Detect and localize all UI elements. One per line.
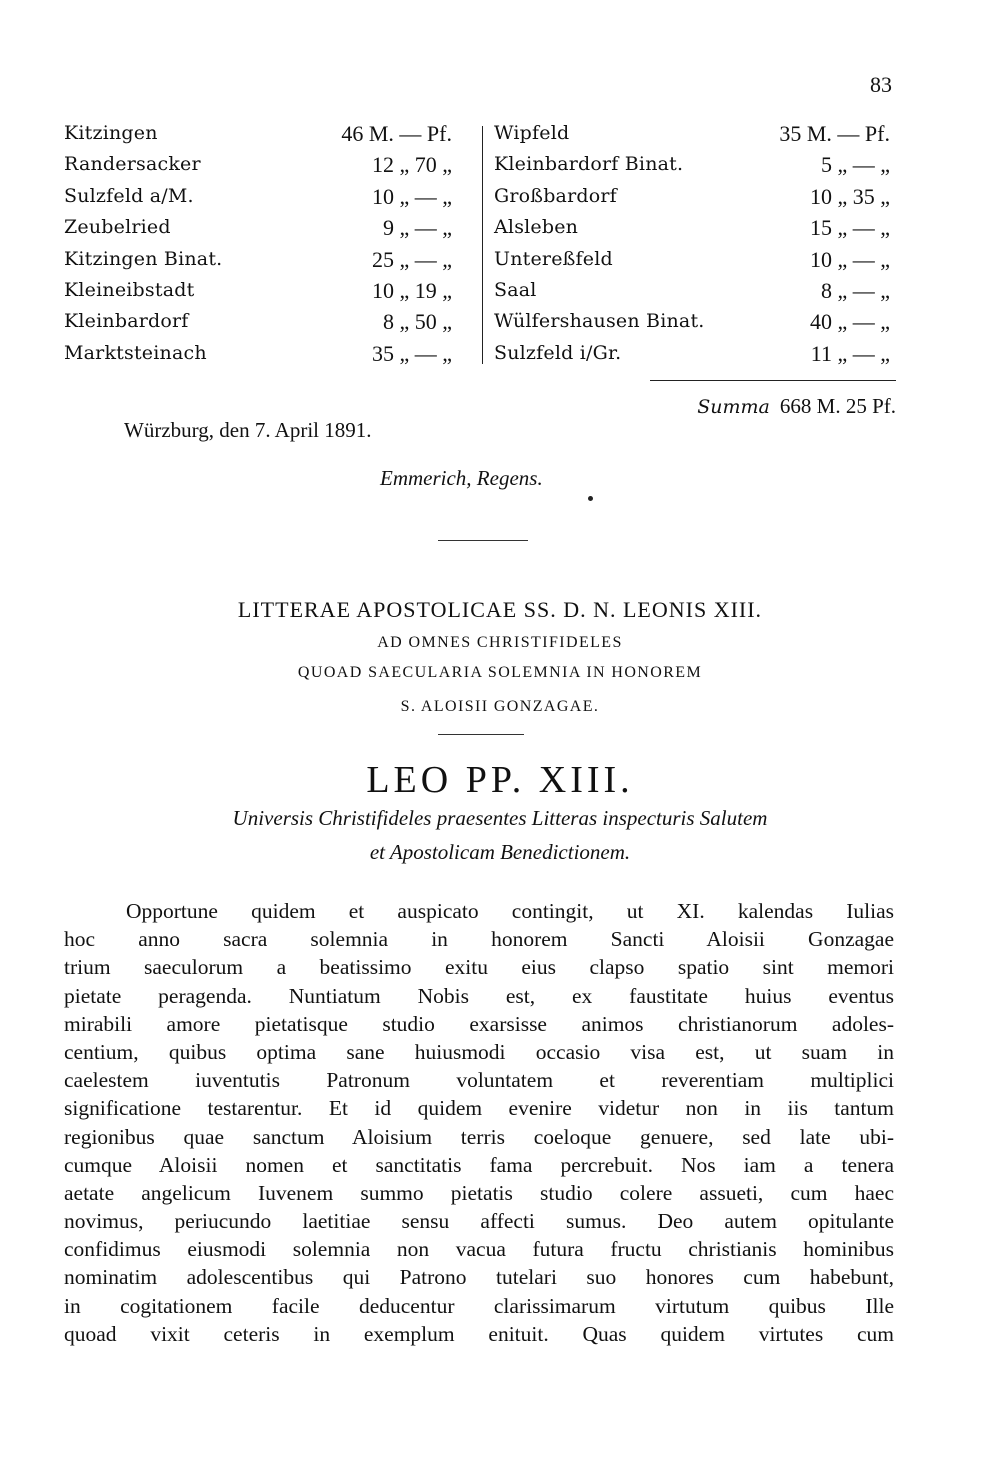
body-line: nominatim adolescentibus qui Patrono tutelari suo honores cum habebunt, xyxy=(64,1265,894,1290)
body-line: hoc anno sacra solemnia in honorem Sancti Aloisii Gonzagae xyxy=(64,927,894,952)
ledger-row xyxy=(494,275,896,306)
ledger-place: Zeubelried xyxy=(64,216,171,239)
summa-rule xyxy=(650,380,896,381)
page-number: 83 xyxy=(870,72,892,97)
body-line: caelestem iuventutis Patronum voluntatem et reverentiam multiplici xyxy=(64,1068,894,1093)
ledger-place: Großbardorf xyxy=(494,184,617,207)
date-line: Würzburg, den 7. April 1891. xyxy=(124,418,372,442)
ledger-row xyxy=(494,244,896,275)
body-line: centium, quibus optima sane huiusmodi occasio visa est, ut suam in xyxy=(64,1039,894,1064)
ledger-amount: 40 „ — „ xyxy=(809,309,890,335)
ledger-row xyxy=(64,181,462,212)
ledger-amount: 9 „ — „ xyxy=(382,215,452,241)
printer-dot xyxy=(588,496,593,501)
ledger-row xyxy=(494,118,896,149)
ledger-place: Alsleben xyxy=(494,216,579,239)
ledger-amount: 35 M. — Pf. xyxy=(779,121,890,146)
ledger-place: Sulzfeld i/Gr. xyxy=(494,341,622,364)
ledger-amount: 10 „ 35 „ xyxy=(809,183,890,209)
body-line: Opportune quidem et auspicato contingit, ut XI. kalendas Iulias xyxy=(126,899,894,923)
ledger-place: Wülfershausen Binat. xyxy=(494,310,705,333)
ledger-row xyxy=(64,306,462,337)
summa-label: Summa xyxy=(697,396,770,418)
ledger-row xyxy=(64,338,462,369)
letter-title: LITTERAE APOSTOLICAE SS. D. N. LEONIS XIII. xyxy=(237,597,763,622)
body-line: aetate angelicum Iuvenem summo pietatis studio colere assueti, cum haec xyxy=(64,1180,894,1205)
ledger-row xyxy=(64,118,462,149)
ledger-place: Marktsteinach xyxy=(64,341,207,364)
ledger-amount: 15 „ — „ xyxy=(809,215,890,241)
salutation-line: et Apostolicam Benedictionem. xyxy=(369,840,631,864)
body-line: mirabili amore pietatisque studio exarsisse animos christianorum adoles- xyxy=(64,1011,894,1036)
ledger-row xyxy=(64,244,462,275)
salutation-line: Universis Christifideles praesentes Litteras inspecturis Salutem xyxy=(232,806,768,830)
body-line: pietate peragenda. Nuntiatum Nobis est, ex faustitate huius eventus xyxy=(64,983,894,1008)
ledger-place: Sulzfeld a/M. xyxy=(64,184,194,207)
pope-heading: LEO PP. XIII. xyxy=(366,759,634,801)
ledger-right-column xyxy=(494,118,896,369)
letter-body xyxy=(64,897,894,1348)
ledger-row xyxy=(64,212,462,243)
letter-subtitle: QUOAD SAECULARIA SOLEMNIA IN HONOREM xyxy=(297,664,703,681)
ledger-amount: 10 „ — „ xyxy=(809,246,890,272)
body-line: in cogitationem facile deducentur clarissimarum virtutum quibus Ille xyxy=(64,1293,894,1318)
signature: Emmerich, Regens. xyxy=(380,466,543,490)
ledger-place: Kitzingen Binat. xyxy=(64,247,223,270)
ledger-divider xyxy=(482,126,483,364)
ledger-place: Kleinbardorf xyxy=(64,310,189,333)
body-line: cumque Aloisii nomen et sanctitatis fama percrebuit. Nos iam a tenera xyxy=(64,1152,894,1177)
body-line: novimus, periucundo laetitiae sensu affecti sumus. Deo autem opitulante xyxy=(64,1209,894,1234)
donation-ledger xyxy=(64,118,896,370)
ledger-amount: 8 „ 50 „ xyxy=(382,309,452,335)
ledger-row xyxy=(494,306,896,337)
ledger-amount: 46 M. — Pf. xyxy=(341,121,452,146)
body-line: confidimus eiusmodi solemnia non vacua futura fructu christianis hominibus xyxy=(64,1237,894,1262)
ledger-amount: 10 „ — „ xyxy=(371,183,452,209)
ledger-left-column xyxy=(64,118,462,369)
summa-value: 668 M. 25 Pf. xyxy=(779,394,896,418)
ledger-row xyxy=(494,181,896,212)
ledger-place: Saal xyxy=(494,278,537,301)
letter-subtitle: S. ALOISII GONZAGAE. xyxy=(400,698,600,715)
body-line: regionibus quae sanctum Aloisium terris coeloque genuere, sed late ubi- xyxy=(64,1124,894,1149)
ledger-amount: 12 „ 70 „ xyxy=(371,152,452,178)
ledger-amount: 25 „ — „ xyxy=(371,246,452,272)
ledger-place: Untereßfeld xyxy=(494,247,613,270)
ledger-place: Kitzingen xyxy=(64,122,158,144)
summa-total xyxy=(697,394,896,419)
ledger-amount: 11 „ — „ xyxy=(810,340,890,366)
ledger-place: Wipfeld xyxy=(494,122,570,144)
letter-subtitle: AD OMNES CHRISTIFIDELES xyxy=(377,634,623,651)
ledger-amount: 8 „ — „ xyxy=(820,277,890,303)
body-line: significatione testarentur. Et id quidem evenire videtur non in iis tantum xyxy=(64,1096,894,1121)
ledger-row xyxy=(494,338,896,369)
ledger-row xyxy=(494,212,896,243)
ledger-row xyxy=(64,275,462,306)
ledger-amount: 5 „ — „ xyxy=(820,152,890,178)
body-line: trium saeculorum a beatissimo exitu eius clapso spatio sint memori xyxy=(64,955,894,980)
body-line: quoad vixit ceteris in exemplum enituit. Quas quidem virtutes cum xyxy=(64,1321,894,1346)
section-divider xyxy=(438,734,524,735)
section-divider xyxy=(438,540,528,541)
ledger-row xyxy=(64,149,462,180)
ledger-place: Kleinbardorf Binat. xyxy=(494,153,684,176)
ledger-amount: 10 „ 19 „ xyxy=(371,277,452,303)
ledger-place: Randersacker xyxy=(64,153,201,176)
ledger-amount: 35 „ — „ xyxy=(371,340,452,366)
ledger-row xyxy=(494,149,896,180)
ledger-place: Kleineibstadt xyxy=(64,278,195,301)
